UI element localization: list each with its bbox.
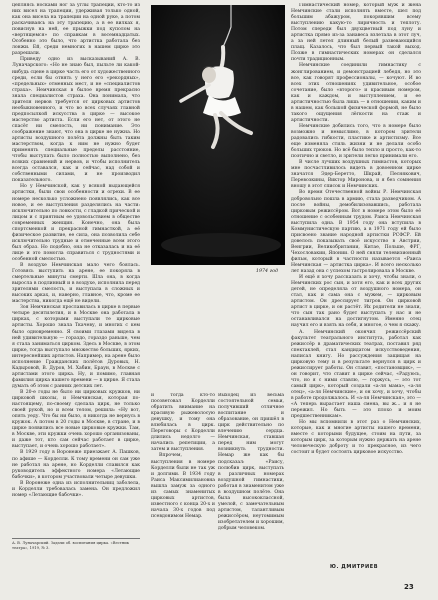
right-text-column: [291, 3, 421, 579]
footnote: А. В. Луначарский. Задачи об. воспитания цирка. «Вестник театра», 1919, № 3.: [12, 538, 140, 550]
author-signature: Ю. ДМИТРИЕВ: [330, 564, 379, 570]
performer-photo: [151, 5, 285, 265]
paragraph: Приведу одно из высказываний А. В. Луначарского: «Но не знаю был, пыльте ли какой-нибудь сцене в цирке часть его от художественного среди, если бы отнять у него его «рекордных», «предельных» отменных мест, и не «специалистов страха». Немчинская в былое время прекрасно знала специалистов страха. Она понимала, что зрителя нервов требуется от цирковых артистов необыкновенного, и что во всех случаях главной предпосылкой искусства в цирке — высокое мастерство артиста. Если его нет, от этого не спасёт ни смелость, ни понимание. Это соображение знают, что она в цирке не нужна. Но артисты воздушного полёта должны быть таким мастерством, когда к ним не нужно будет применять специальные пределы расстояние, чтобы выступать было полностью выполнено, без всяких сравнений и нервов, и чтобы исполнитель всегда оставался, как и сейчас, над собой и собственными силами, и не производил показательного.: [12, 57, 140, 184]
aerialist-image: [151, 5, 285, 265]
paragraph: А. Немчинский окончил режиссёрский факультет театрального института, работал как режиссёр в драматических театрах, поставил ряд спектаклей, стал кандидатом искусствоведения, написал книгу. Но рассуждения защищая на цирковую тему и в результате вернулся в цирк и режиссирует работы. Он ставит, «постановщик», — он говорит, что ставит в цирке сейчас, «Радуюсь, что, но я с ними ставлю, — горжусь, — это тот самый цирк», который создали «а-ля мама», «а-ля отец», «а-ля Немчинские», и он хочу, и хочу, чтобы в работе продолжалось. И «а-ля Немчинская», это — «А теперь вырастает наша смена, вы ж... и я не пережил. Но быть — это плохо и моим предшественникам».: [291, 329, 421, 420]
paragraph: Но у Немчинской, как у всякой выдающейся артистки, были свои особенности и огрехи. В ее номере несколько усложнено появлялись, как все новое, и ее выступления разделялись на части: исключительно по ловкости, с гладкой прической и лицом и с приятным ее удовольствием в обществе современных женщин. Конечно, она была спортсменкой и прекрасной гимнасткой, а её физическое развитие, ее сила, она позволила себе исключительно трудные и отмеченные всем этого был образ. Но подобно, она не отказалась и на её лице и это помогла справиться с трудностями и особенной смелостью.: [12, 184, 140, 262]
middle-text-column-b: [218, 393, 284, 589]
paragraph: В Воронеже одна из исполнительниц заболела, и Корделли требовалась замена. Он предложил номер «Летающие бабочки».: [12, 480, 140, 498]
paragraph: Во время Отечественной войны Р. Немчинская добровольно пошла в армию, стала разведчиком. А после войны, демобилизовавшись, работала цирковым режиссёром. Вот в номере этом было её отношение с особенным трудом. Раиса Немчинская выступила одна. В 1954 году она вступила в Коммунистическую партию, а в 1971 году ей было присвоено звание народной артистки РСФСР. Ей довелось показывать своё искусство в Австрии, Венгрии, Великобритании, Китае, Польше, ФРГ, Чехословакии, Японии. О ней сняли телевизионный фильм, который в частности называется «Раиса Немчинская — артистка цирка». И всего несколько лет назад она с успехом гастролировала в Москве.: [291, 190, 421, 275]
paragraph: В 20-е годы не было ни цирковых кружков, ни цирковой школы, и Немчинская, которая по-настоящему, по-своему сделала цирк, не только своей рукой, но и всем телом, решила: «Ну вот, опять уеду. Что бы ни было, я никогда не вернусь в кружок. А потом в 20 годы в Москве, в стране, и в цирке появились все новые цирковые кружки. Там, в Москве, эти кружки очень хорошо организованы, и даже тот, кто сам сейчас работает в цирке, выступает, и очень хорошо работает».: [12, 390, 140, 450]
paragraph: Немчинские соединили гимнастику с жонглированием, и демонстрацией лебедя, но это все, как говорят профессионалы, — кочуют. И во всех этих отношениях удивительное, особое сочетание, было «второго» и красивым номером, как и каждом, и выступлением, и ее артистичностью была лишь — в отношении, каким и в нашем, как большой физической формой, не было такого ощущения лёгкости на стаж и артистичности.: [291, 63, 421, 123]
paragraph: В воздухе Немчинская мало чего боялась. Готовясь выступить на арене, ее покоряла в смертельные минуты смерти. Шла она, в когда выросла в подлинный и в воздухе, исполнила перед зрителями смелость, и выступала в сложных и высоких арках, и, наверно, главное, что, кроме ее мастерства, никогда ещё не видели.: [12, 263, 140, 305]
photo-caption: 1974 год: [255, 269, 278, 274]
paragraph: В 1929 году в Воронеже приезжает А. Пашков, по афише — Корделли. К тому времени он сам уже не работал на арене, но Корделли славился как руководитель эффектного номера «Летающие бабочки», в котором участвовали четыре девушки.: [12, 450, 140, 480]
paragraph: цепляясь носками ног за углы трапеции, кто-то из них висел на трапеции, удерживая только одной, как она висела на трапеции на одной руке, а потом раскачиваясь на эту трапецию, а в ее вилках я, повиснув на ней, ее прыжки под куполом на «вертящемся» по справкам в восемнадцатых. Особенно это было, что артистка работала без лонжи. Ей, среди немногих в нашем цирке это разрешали.: [12, 3, 140, 57]
paragraph: Выходец из весьма состоятельной семьи, получивший отличное воспитание и образование, он пришёл в цирк действительно по влечению сердца. Немчинская, ставшая перед ним могут возникнуть трудности. Немар же как бы подсказал: «Раису, полюбив цирк, выступать в различных номерах воздушной гимнастики, работая в знаменитом уже в воздушном полёте. Она была высококлассной, умелой, с замечательным артистом, талантливым режиссёром, неутомимым изобретателем и хорошим, добрым человеком.: [218, 393, 284, 532]
page-number: 23: [404, 583, 414, 591]
paragraph: В числе лучших воздушных гимнастов, которых мне посчастливилось видеть в довоенном цирке значатся Эдер-Беретто, Шкрай, Песнякович, Перевозкины, Виктор Миронова, и я без сомнения вношу в этот список и Немчинских.: [291, 160, 421, 190]
paragraph: Зоя Немчинская прославилась в цирке в первые четыре десятилетия, и в Москве она работала в цирках, с которыми выступали те цирковые артисты. Хорошо знала Ткачеву, и многих с кем было одновременно. Я своими глазами видела в ней удивительную — гораздо, гораздо раньше, чем я стала заниматься цирком. Здесь в Москве, в этом цирке, тогда выступало множество больших, ярких, интереснейших артистов. Например, на арене было исполнение Гражданских полётов Дуровых, Н. Кадыровой, В. Дуров, М. Хабин, Браун, в Москве с артистами этого цирка. Ну, и помимо, главная фамилия цирка нашего времени — в цирке. Я стала думать об этом с ранних детских лет.: [12, 305, 140, 389]
paragraph: И ещё я хочу рассказать и хочу, чтобы знали, о Немчинских рос сын, и хотя его, как и всех других детей, не определяла от воздушного номера, он стал, как и сама она с мужем, — цирковым артистом. Он дрессирует тигров. Он цирковой артист в цирке, и он растёт. Их родители не знали, что сын так рано будет выступать у нас и не останавливался на достигнутом. Именно отец научил его и взять на себя, и многое, о чем я скажу.: [291, 275, 421, 329]
paragraph: Гимнастический номер, который муж и жена Немчинские стали исполнять вместе, шел под большим абажуром, покорявшим всему выступлению какую-то лиричность и теплоту. Потом спереди был двухцветный под луну и артистка прямо из-за занавеса взлетала в этот луч, а за ней летел длинный белый развевающийся плащ. Казалось, что был первый такой выход. Позже в гимнастических номерах он сделался почти традиционным.: [291, 3, 421, 63]
paragraph: Немчинские добились того, что в номере было возможно и немыслимо, в котором зрители радовались гибкости, пластике и артистизму. Все еще изменяла стиль жизни и не делали особо больших трюков. Но всё было тепло и просто, как-то поэтично и светло, и зрители легко принимали его.: [291, 123, 421, 160]
paragraph: Впрочем, выступления в номере Корделли были не так уж и долгими. В 1934 году Раиса Максимилиановна вышла замуж за одного из самых знаменитых цирковых артистов, известного с конца 20-х и начала 30-х годов под псевдонимом Немар.: [151, 453, 215, 519]
paragraph: Но мы вспомнили в этот раз о Немчинских, которые, как и многие артисты нашего времени, вместе с которыми будущее, стоим на пути, за которым цирк, за которым нужно держать на арене человеческую доброту и то прекрасное, из чего состоит и будет состоять цирковое искусство.: [291, 420, 421, 456]
left-text-column: [12, 3, 140, 594]
middle-text-column-a: [151, 393, 215, 589]
paragraph: и тогда кто-то посоветовал Корделли обратить внимание на красивую рыжеволосую девушку, и тому она влюбилась в цирк. Переговоры с Корделли длились недолго — начались репетиции, а затем и выступления.: [151, 393, 215, 453]
